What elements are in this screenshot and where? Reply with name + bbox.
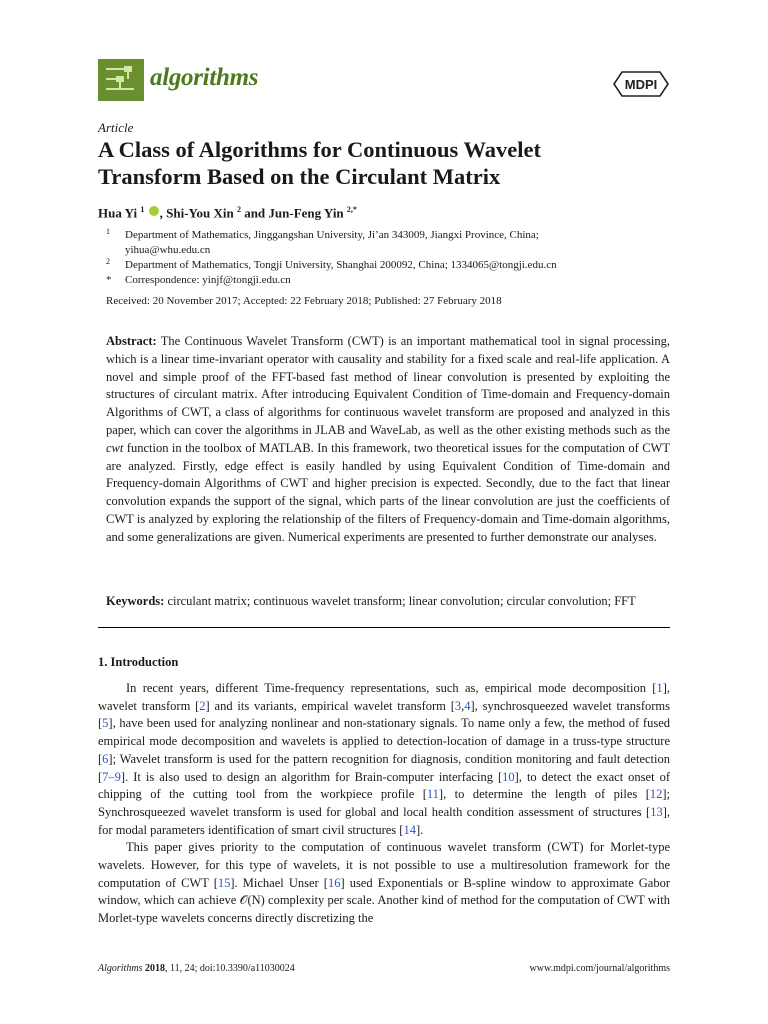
paper-title [98,136,688,190]
affiliation-mark: 2 [236,205,241,214]
citation-link[interactable]: 7–9 [102,769,121,784]
body-text: complexity per scale. Another kind of method for the computation of CWT with Morlet-type wavelets concerns directly discretizing the [98,893,670,926]
keywords-label: Keywords: [106,594,165,608]
affiliation [98,258,658,272]
citation-link[interactable]: 11 [426,787,439,802]
math-expression: 𝒪(N) [239,893,265,908]
affiliation-number: 2 [106,257,110,266]
abstract-label: Abstract: [106,334,157,348]
body-text: ], for modal parameters identification of smart civil structures [ [98,804,670,837]
citation-link[interactable]: 5 [102,716,109,731]
body-text: This paper gives priority to the computation of continuous wavelet transform (CWT) for Morlet-type wavelets. However, for this type of wavelets, it is not possible to use a multiresolution framework for the computation of CWT [ [98,840,670,890]
body-text: ], have been used for analyzing nonlinear and non-stationary signals. To name only a few, the method of fused empirical mode decomposition and wavelets is applied to detection-location of damage in a truss-type structure [ [98,716,670,766]
body-text: In recent years, different Time-frequency representations, such as, empirical mode decomposition [ [126,681,657,695]
affiliation-mark: 2,* [346,205,357,214]
citation-link[interactable]: 15 [217,875,231,890]
body-text: ]. It is also used to design an algorithm for Brain-computer interfacing [ [120,769,503,784]
citation-link[interactable]: 16 [327,875,341,890]
affiliation-number: 1 [106,227,110,236]
affiliation-email[interactable]: yihua@whu.edu.cn [125,244,211,256]
affiliation-text: Department of Mathematics, Tongji University, Shanghai 200092, China; 1334065@tongji.edu.cn [125,259,557,271]
keywords [106,594,670,609]
body-text: ], wavelet transform [ [98,681,670,713]
abstract-text: The Continuous Wavelet Transform (CWT) is an important mathematical tool in signal processing, which is a linear time-invariant operator with causality and stability for a fixed scale and real-life application. A novel and simple proof of the FFT-based fast method of linear convolution is presented by exploiting the structures of circulant matrix. After introducing Equivalent Condition of Time-domain and Frequency-domain Algorithms of CWT, a class of algorithms for continuous wavelet transform are proposed and analyzed in this paper, which can cover the algorithms in JLAB and WaveLab, as well as the other existing methods such as the [106,334,670,437]
body-text: ]. [415,822,424,837]
article-type: Article [98,120,134,135]
body-text: ] and its variants, empirical wavelet transform [ [205,698,455,713]
affiliation-text: Department of Mathematics, Jinggangshan University, Ji’an 343009, Jiangxi Province, China; [125,229,539,241]
body-text: ], synchrosqueezed wavelet transforms [ [98,698,670,731]
correspondence-mark: * [106,274,112,286]
orcid-icon[interactable] [149,206,159,216]
author-name[interactable]: and Jun-Feng Yin [240,205,344,221]
affiliation [98,243,658,257]
body-text: ], to determine the length of piles [ [438,787,650,802]
citation-link[interactable]: 3 [454,698,462,713]
author-name[interactable]: , Shi-You Xin [159,205,234,221]
journal-name: algorithms [150,64,259,91]
footer-journal: Algorithms [98,963,143,974]
correspondence-text[interactable]: Correspondence: yinjf@tongji.edu.cn [125,274,291,286]
mdpi-logo-icon [612,68,670,105]
affiliation-mark: 1 [140,205,145,214]
section-divider [98,627,670,628]
body-text: ]. Michael Unser [ [230,875,328,890]
citation-link[interactable]: 13 [650,804,663,819]
svg-text:MDPI: MDPI [624,77,658,92]
publication-dates: Received: 20 November 2017; Accepted: 22 February 2018; Published: 27 February 2018 [106,295,502,307]
footer-citation [98,963,295,974]
body-text: ]; Wavelet transform is used for the pattern recognition for diagnosis, condition monitoring and fault detection [ [98,751,670,784]
abstract-text: function in the toolbox of MATLAB. In this framework, two theoretical issues for the computation of CWT are analyzed. Firstly, edge effect is easily handled by using Equivalent Condition of Time-domain and Frequency-domain Algorithms of CWT and higher precision is expected. Secondly, due to the fact that linear convolution expands the support of the signal, which parts of the linear convolution are just the coefficients of CWT is analyzed by exploring the relationship of the filters of Frequency-domain and Time-domain algorithms, and some generalizations are given. Numerical experiments are presented to further demonstrate our analyses. [106,440,670,544]
citation-link[interactable]: 2 [199,698,206,713]
abstract [106,333,670,547]
footer-doi[interactable]: , 11, 24; doi:10.3390/a11030024 [164,963,295,974]
citation-link[interactable]: 12 [649,787,663,802]
section-heading: 1. Introduction [98,655,179,669]
footer-year: 2018 [144,963,165,974]
intro-paragraph-2 [98,839,670,928]
keywords-text: circulant matrix; continuous wavelet transform; linear convolution; circular convolution; FFT [164,594,636,608]
body-text: ] used Exponentials or B-spline window to approximate Gabor window, which can achieve [98,875,671,908]
footer-url[interactable]: www.mdpi.com/journal/algorithms [529,963,670,974]
author-name[interactable]: Hua Yi [98,205,138,221]
author-list [98,205,357,221]
citation-link[interactable]: 4 [464,698,471,713]
citation-link[interactable]: 1 [656,681,663,695]
citation-link[interactable]: 10 [502,769,515,784]
abstract-italic: cwt [106,440,124,455]
citation-link[interactable]: 6 [102,751,109,766]
title-line: A Class of Algorithms for Continuous Wavelet [98,137,541,162]
title-line: Transform Based on the Circulant Matrix [98,164,501,189]
correspondence [98,273,658,287]
body-text: ], to detect the exact onset of chipping of the cutting tool from the workpiece profile [ [98,769,670,802]
intro-body [98,680,670,928]
body-text: , [461,698,465,713]
affiliation [98,228,658,242]
journal-logo-icon [98,59,144,101]
citation-link[interactable]: 14 [403,822,416,837]
intro-paragraph-1 [98,680,670,839]
body-text: ]; Synchrosqueezed wavelet transform is used for global and local health condition assessment of structures [ [98,787,670,819]
